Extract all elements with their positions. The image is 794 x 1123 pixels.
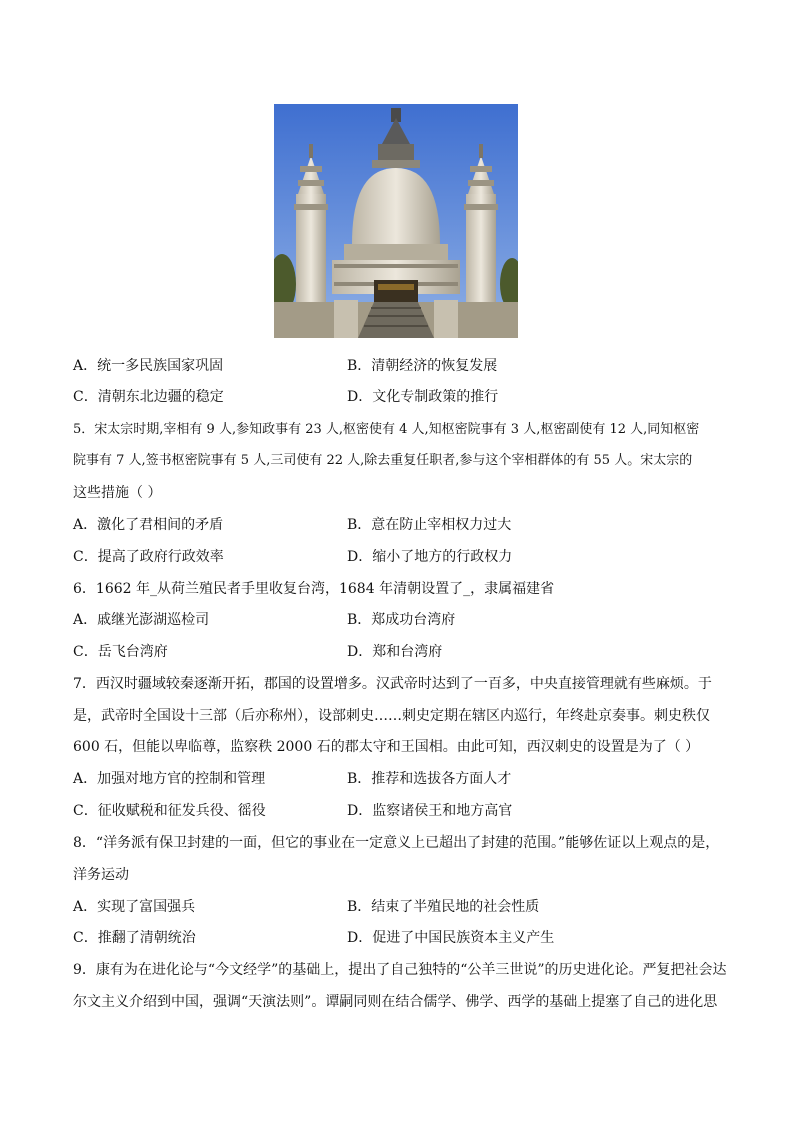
q5-stem-line: 院事有 7 人,签书枢密院事有 5 人,三司使有 22 人,除去重复任职者,参与这个宰相群体的有 55 人。宋太宗的 [73,453,693,468]
q6-option-c: C．岳飞台湾府 [73,644,168,660]
q9-stem-line: 9．康有为在进化论与“今文经学”的基础上，提出了自己独特的“公羊三世说”的历史进化论。严复把社会达 [73,962,727,978]
q8-option-d: D．促进了中国民族资本主义产生 [347,930,555,946]
pagoda-photo [274,104,518,338]
q7-stem-line: 是，武帝时全国设十三部（后亦称州），设部刺史……刺史定期在辖区内巡行，年终赴京奏事。刺史秩仅 [73,708,710,724]
q8-option-a: A．实现了富国强兵 [73,899,196,915]
q6-option-b: B．郑成功台湾府 [347,612,456,628]
q5-option-d: D．缩小了地方的行政权力 [347,549,513,565]
q4-option-a: A．统一多民族国家巩固 [73,358,224,374]
q6-option-d: D．郑和台湾府 [347,644,443,660]
q5-stem-line: 这些措施（ ） [73,485,162,501]
q8-option-c: C．推翻了清朝统治 [73,930,196,946]
q4-option-c: C．清朝东北边疆的稳定 [73,389,224,405]
q6-stem-line: 6．1662 年_从荷兰殖民者手里收复台湾，1684 年清朝设置了_，隶属福建省 [73,581,555,597]
q7-option-b: B．推荐和选拔各方面人才 [347,771,512,787]
q4-option-d: D．文化专制政策的推行 [347,389,499,405]
q5-stem-line: 5．宋太宗时期,宰相有 9 人,参知政事有 23 人,枢密使有 4 人,知枢密院事有 3 人,枢密副使有 12 人,同知枢密 [73,422,700,437]
q7-option-d: D．监察诸侯王和地方高官 [347,803,513,819]
q6-option-a: A．戚继光澎湖巡检司 [73,612,210,628]
q9-stem-line: 尔文主义介绍到中国，强调“天演法则”。谭嗣同则在结合儒学、佛学、西学的基础上提塞了自己的进化思 [73,994,718,1010]
q5-option-b: B．意在防止宰相权力过大 [347,517,512,533]
q7-option-a: A．加强对地方官的控制和管理 [73,771,266,787]
q8-stem-line: 洋务运动 [73,867,129,883]
q7-stem-line: 7．西汉时疆域较秦逐渐开拓，郡国的设置增多。汉武帝时达到了一百多，中央直接管理就有些麻烦。于 [73,676,712,692]
q4-option-b: B．清朝经济的恢复发展 [347,358,498,374]
q8-stem-line: 8．“洋务派有保卫封建的一面，但它的事业在一定意义上已超出了封建的范围。”能够佐证以上观点的是， [73,835,720,851]
q7-option-c: C．征收赋税和征发兵役、徭役 [73,803,266,819]
q7-stem-line: 600 石，但能以卑临尊，监察秩 2000 石的郡太守和王国相。由此可知，西汉刺史的设置是为了（ ） [73,739,700,755]
q8-option-b: B．结束了半殖民地的社会性质 [347,899,540,915]
q5-option-c: C．提高了政府行政效率 [73,549,224,565]
q5-option-a: A．激化了君相间的矛盾 [73,517,224,533]
